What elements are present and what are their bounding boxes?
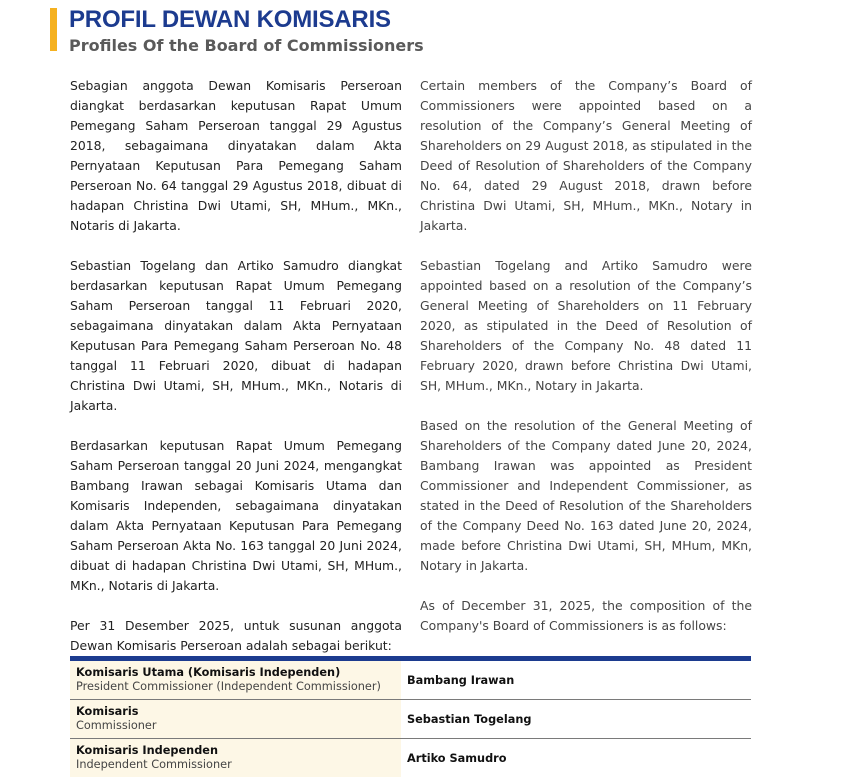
page-title: PROFIL DEWAN KOMISARIS [69, 6, 391, 33]
name-cell: Sebastian Togelang [407, 712, 532, 726]
position-en: Independent Commissioner [76, 758, 232, 771]
paragraph-en-4: As of December 31, 2025, the composition of the Company's Board of Commissioners is as follows: [420, 598, 752, 633]
name-cell: Artiko Samudro [407, 751, 507, 765]
position-id: Komisaris [76, 705, 139, 718]
commissioners-table [70, 656, 751, 777]
position-cell [70, 739, 401, 777]
page-subtitle: Profiles Of the Board of Commissioners [69, 36, 424, 55]
paragraph-id-1: Sebagian anggota Dewan Komisaris Perseroan diangkat berdasarkan keputusan Rapat Umum Pemegang Saham Perseroan tanggal 29 Agustus 2018, sebagaimana dinyatakan dalam Akta Pernyataan Keputusan Para Pemegang Saham Perseroan No. 64 tanggal 29 Agustus 2018, dibuat di hadapan Christina Dwi Utami, SH, MHum., MKn., Notaris di Jakarta. [70, 78, 402, 233]
position-en: President Commissioner (Independent Commissioner) [76, 680, 381, 693]
paragraph-en-1: Certain members of the Company’s Board of Commissioners were appointed based on a resolution of the Company’s General Meeting of Shareholders on 29 August 2018, as stipulated in the Deed of Resolution of Shareholders of the Company No. 64, dated 29 August 2018, drawn before Christina Dwi Utami, SH, MHum., MKn., Notary in Jakarta. [420, 78, 752, 233]
column-english [420, 76, 752, 656]
paragraph-en-2: Sebastian Togelang and Artiko Samudro were appointed based on a resolution of the Company’s General Meeting of Shareholders on 11 February 2020, as stipulated in the Deed of Resolution of Shareholders of the Company No. 48 dated 11 February 2020, drawn before Christina Dwi Utami, SH, MHum., MKn., Notary in Jakarta. [420, 258, 752, 393]
table-row [70, 700, 751, 739]
position-id: Komisaris Independen [76, 744, 218, 757]
position-cell [70, 700, 401, 738]
paragraph-en-3: Based on the resolution of the General Meeting of Shareholders of the Company dated June 20, 2024, Bambang Irawan was appointed as President Commissioner and Independent Commissioner, as stated in the Deed of Resolution of the Shareholders of the Company Deed No. 163 dated June 20, 2024, made before Christina Dwi Utami, SH, MHum, MKn, Notary in Jakarta. [420, 418, 752, 573]
column-indonesian [70, 76, 402, 676]
paragraph-id-3: Berdasarkan keputusan Rapat Umum Pemegang Saham Perseroan tanggal 20 Juni 2024, mengangkat Bambang Irawan sebagai Komisaris Utama dan Komisaris Independen, sebagaimana dinyatakan dalam Akta Pernyataan Keputusan Para Pemegang Saham Perseroan Akta No. 163 tanggal 20 Juni 2024, dibuat di hadapan Christina Dwi Utami, SH, MHum., MKn., Notaris di Jakarta. [70, 438, 402, 593]
paragraph-id-2: Sebastian Togelang dan Artiko Samudro diangkat berdasarkan keputusan Rapat Umum Pemegang Saham Perseroan tanggal 11 Februari 2020, sebagaimana dinyatakan dalam Akta Pernyataan Keputusan Para Pemegang Saham Perseroan No. 48 tanggal 11 Februari 2020, dibuat di hadapan Christina Dwi Utami, SH, MHum., MKn., Notaris di Jakarta. [70, 258, 402, 413]
table-row [70, 739, 751, 777]
accent-bar [50, 8, 57, 51]
paragraph-id-4: Per 31 Desember 2025, untuk susunan anggota Dewan Komisaris Perseroan adalah sebagai berikut: [70, 618, 402, 653]
table-row [70, 661, 751, 700]
position-id: Komisaris Utama (Komisaris Independen) [76, 666, 341, 679]
name-cell: Bambang Irawan [407, 673, 515, 687]
position-cell [70, 661, 401, 699]
position-en: Commissioner [76, 719, 157, 732]
